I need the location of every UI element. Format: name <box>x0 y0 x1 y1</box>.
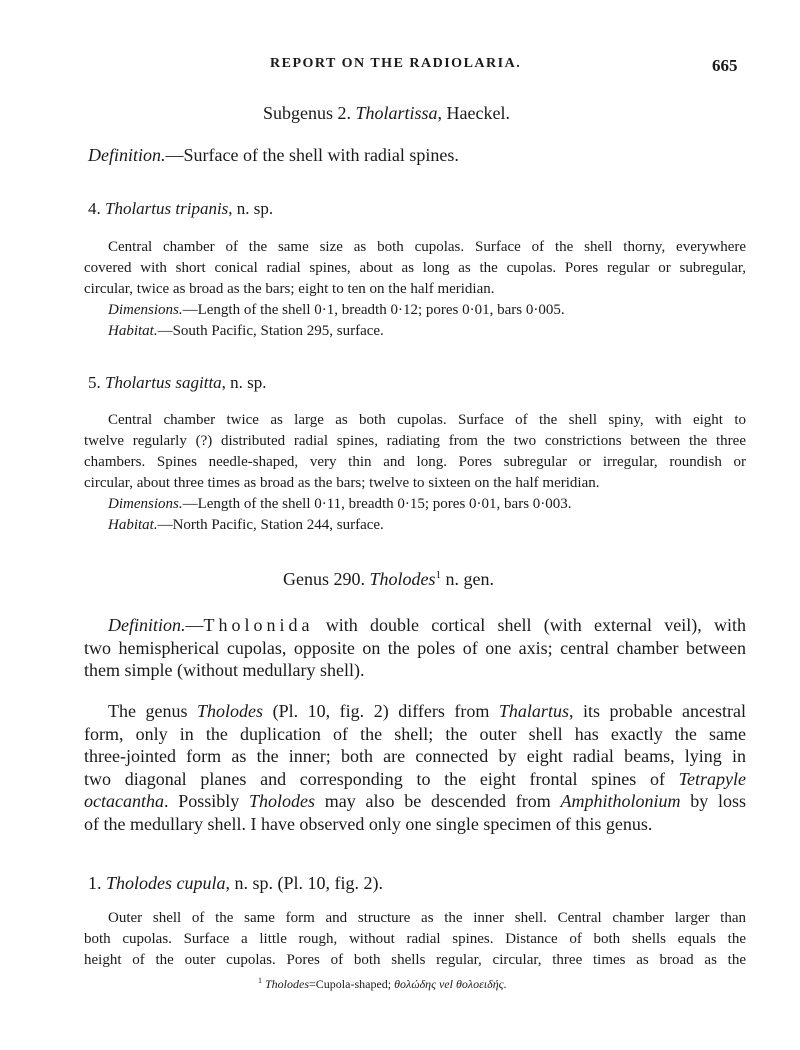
genus-definition: Definition.—Tholonida with double cortical shell (with external veil), with two hemispherical cupolas, opposite on the poles of one axis; central chamber between them simple (without medullary shell). <box>84 615 746 680</box>
page-number: 665 <box>712 56 738 75</box>
species-4-heading: 4. Tholartus tripanis, n. sp. <box>88 199 274 218</box>
genus-heading: Genus 290. Tholodes$^1$ n. gen. <box>283 569 495 589</box>
species-5-description: Central chamber twice as large as both cupolas. Surface of the shell spiny, with eight to twelve regularly (?) distributed radial spines, radiating from the two constrictions between the three chambers. Spines needle-shaped, very thin and long. Pores subregular or irregular, roundish or circular, about three times as broad as the bars; twelve to sixteen on the half meridian. Dimensions.—Length of the shell 0·11, breadth 0·15; pores 0·01, bars 0·003. Habitat.—North Pacific, Station 244, surface. <box>84 410 746 536</box>
species-tholodes-heading: 1. Tholodes cupula, n. sp. (Pl. 10, fig. 2). <box>88 873 383 893</box>
subgenus-heading: Subgenus 2. Tholartissa, Haeckel. <box>263 103 511 123</box>
species-4-habitat: Habitat.—South Pacific, Station 295, surface. <box>108 323 384 339</box>
species-tholodes-description: Outer shell of the same form and structure as the inner shell. Central chamber larger than both cupolas. Surface a little rough, without radial spines. Distance of both shells equals the height of the outer cupolas. Pores of both shells regular, circular, three times as broad as the <box>84 910 746 968</box>
species-5-habitat: Habitat.—North Pacific, Station 244, surface. <box>108 517 384 533</box>
subgenus-definition: Definition.—Surface of the shell with radial spines. <box>88 145 459 165</box>
footnote: $^1$ Tholodes=Cupola-shaped; θολώδης vel θολοειδής. <box>258 976 507 991</box>
genus-paragraph: The genus Tholodes (Pl. 10, fig. 2) differs from Thalartus, its probable ancestral form, only in the duplication of the shell; the outer shell has exactly the same three-jointed form as the inner; both are connected by eight radial beams, lying in two diagonal planes and corresponding to the eight frontal spines of Tetrapyle octacantha. Possibly Tholodes may also be descended from Amphitholonium by loss of the medullary shell. I have observed only one single specimen of this genus. <box>84 701 746 834</box>
species-4-dimensions: Dimensions.—Length of the shell 0·1, breadth 0·12; pores 0·01, bars 0·005. <box>108 302 565 318</box>
species-5-dimensions: Dimensions.—Length of the shell 0·11, breadth 0·15; pores 0·01, bars 0·003. <box>108 496 572 512</box>
running-title: REPORT ON THE RADIOLARIA. <box>270 56 522 71</box>
species-5-heading: 5. Tholartus sagitta, n. sp. <box>88 373 267 392</box>
species-4-description: Central chamber of the same size as both cupolas. Surface of the shell thorny, everywhere covered with short conical radial spines, about as long as the cupolas. Pores regular or subregular, circular, twice as broad as the bars; eight to ten on the half meridian. Dimensions.—Length of the shell 0·1, breadth 0·12; pores 0·01, bars 0·005. Habitat.—South Pacific, Station 295, surface. <box>84 237 746 342</box>
